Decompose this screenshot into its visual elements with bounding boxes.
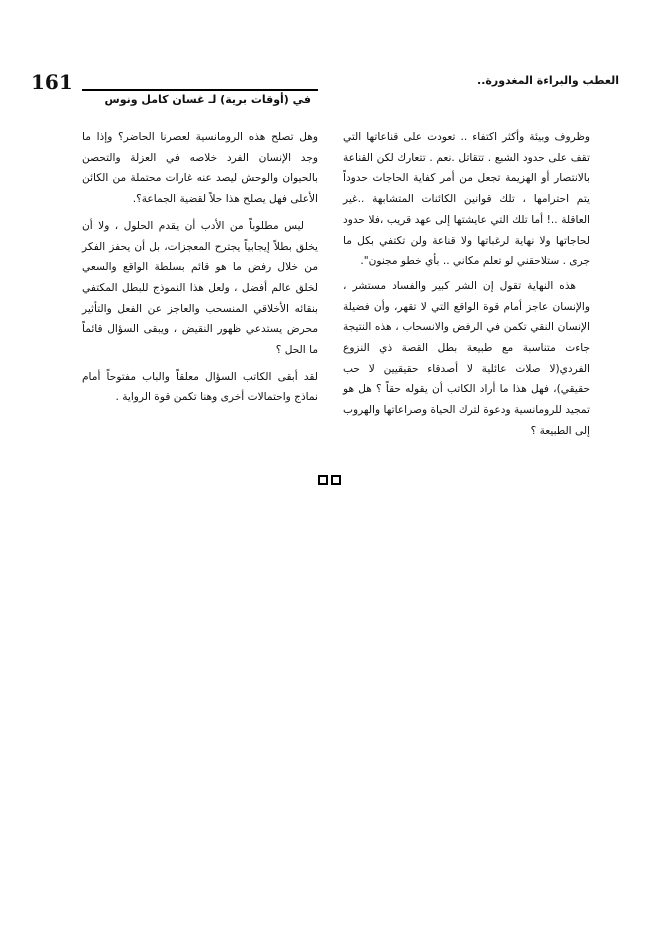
paragraph: هذه النهاية تقول إن الشر كبير والفساد مستشر ، والإنسان عاجز أمام قوة الواقع التي لا تقهر، وأن فضيلة الإنسان النقي تكمن في الرفض والانسحاب ، هذه النتيجة جاءت متناسبة مع طبيعة بطل القصة ذي النزوع الفردي(لا صلات عائلية لا أصدقاء حقيقيين لا حب حقيقي)، فهل هذا ما أراد الكاتب أن يقوله حقاً ؟ هل هو تمجيد للرومانسية ودعوة لترك الحياة وصراعاتها والهروب إلى الطبيعة ؟ — [343, 279, 590, 437]
paragraph: وظروف وبيئة وأكثر اكتفاء .. تعودت على قناعاتها التي تقف على حدود الشبع . تتقاتل .نعم . تتعارك لكن القناعة بالانتصار أو الهزيمة تجعل من أمر كفاية الحاجات حدوداً يتم احترامها ، تلك قوانين الكائنات المتشابهة ..غير العاقلة ..! أما تلك التي عايشتها إلى عهد قريب ،فلا حدود لحاجاتها ولا نهاية لرغباتها ولا قناعة ولن تكتفي بكل ما جرى . ستلاحقني لو تعلم مكاني .. بأي خطو مجنون". — [343, 131, 590, 268]
right-text-column — [343, 127, 590, 442]
paragraph: وهل تصلح هذه الرومانسية لعصرنا الحاضر؟ وإذا ما وجد الإنسان الفرد خلاصه في العزلة والتحصن بالحيوان والوحش ليصد عنه غارات محتملة من الكائن الأعلى فهل يصلح هذا حلاً لقضية الجماعة؟. — [82, 131, 318, 206]
square-icon — [318, 475, 328, 485]
paragraph: ليس مطلوباً من الأدب أن يقدم الحلول ، ولا أن يخلق بطلاً إيجابياً يجترح المعجزات، بل أن يحفز الفكر من خلال رفض ما هو قائم بسلطة الواقع والسعي لخلق عالم أفضل ، ولعل هذا النموذج للبطل المكتفي بنقائه الأخلاقي المنسحب والعاجز عن الفعل والتأثير محرض يستدعي ظهور النقيض ، ويبقى السؤال قائماً ما الحل ؟ — [82, 219, 318, 357]
page-number: 161 — [31, 70, 73, 94]
running-subtitle: في (أوقات برية) لـ غسان كامل ونوس — [104, 93, 311, 106]
running-title: العطب والبراءة المغدورة.. — [477, 74, 619, 87]
header-rule — [82, 89, 318, 91]
square-icon — [331, 475, 341, 485]
end-of-section-mark — [318, 475, 341, 487]
left-text-column — [82, 127, 318, 408]
paragraph: لقد أبقى الكاتب السؤال معلقاً والباب مفتوحاً أمام نماذج واحتمالات أخرى وهنا تكمن قوة الرواية . — [82, 370, 318, 404]
